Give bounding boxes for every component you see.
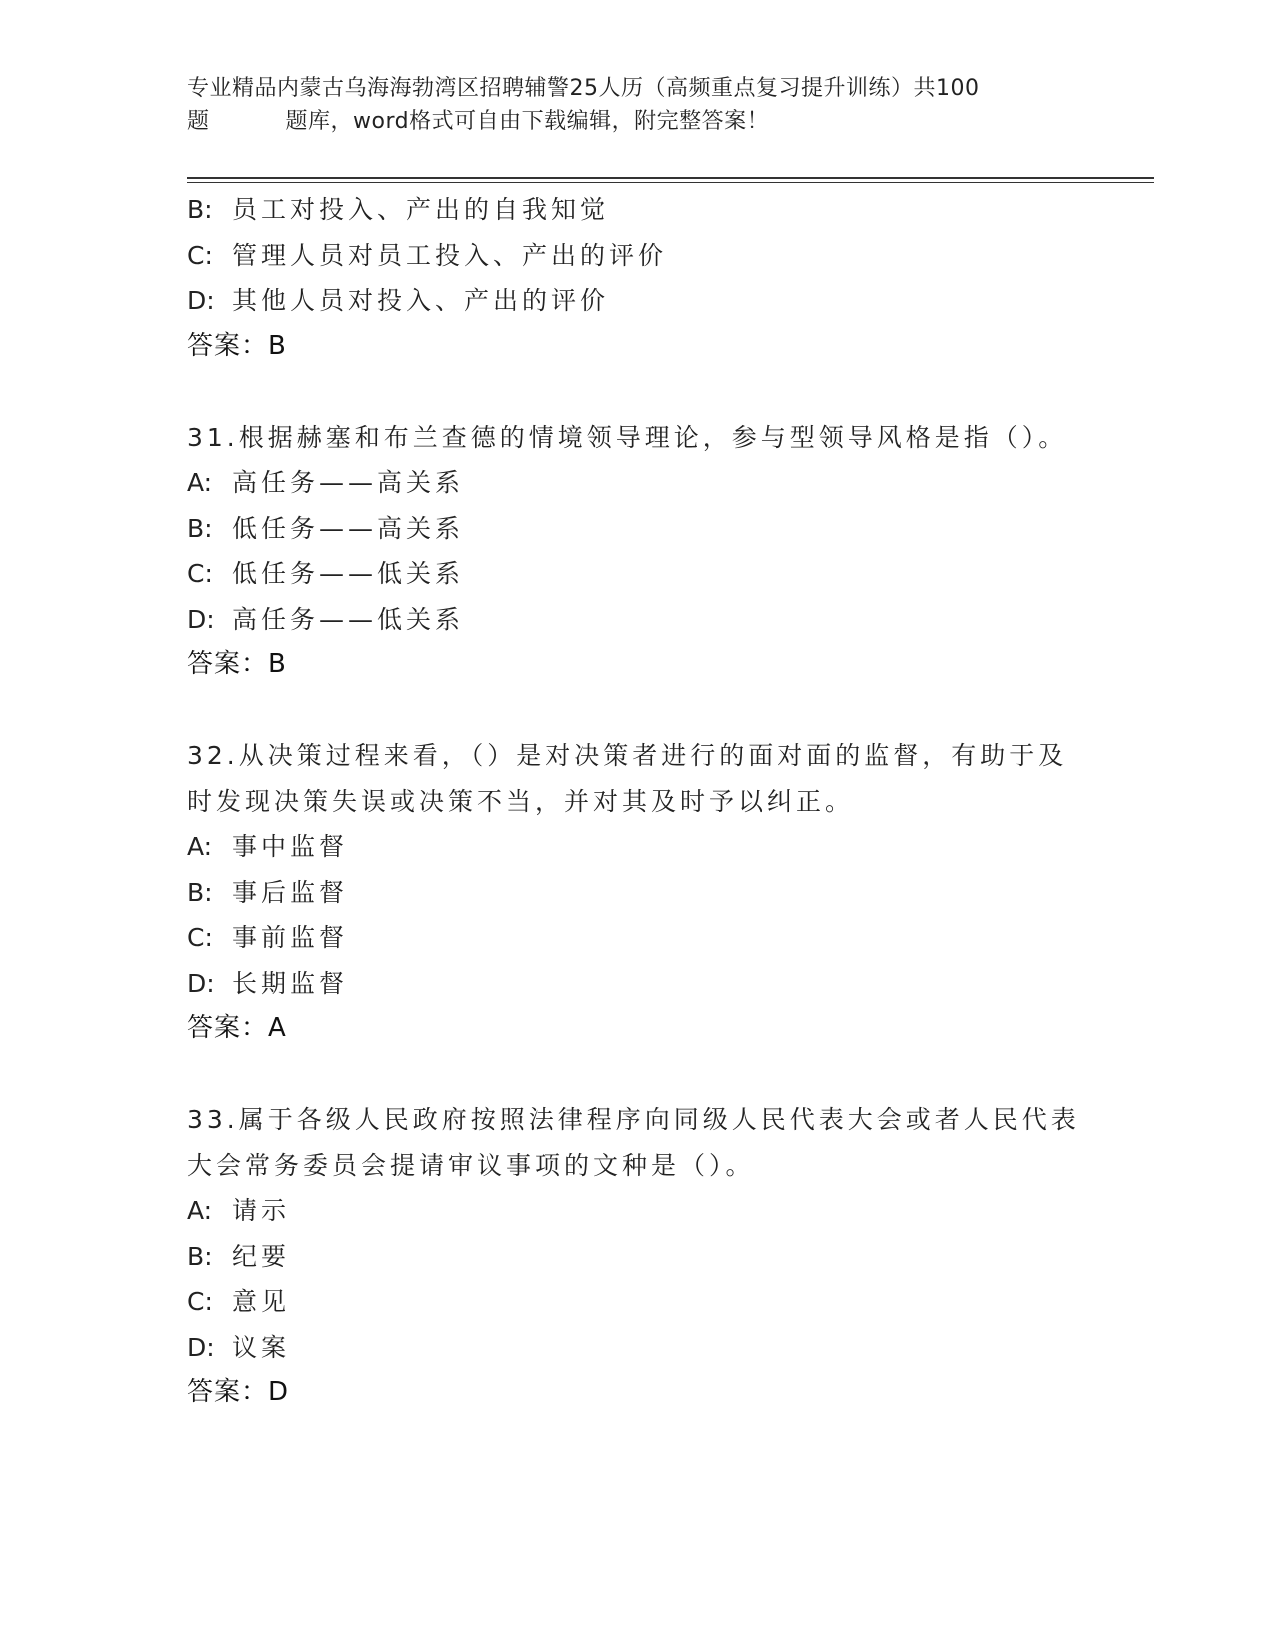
option-key: D: (187, 1332, 215, 1362)
header-title-line-1: 专业精品内蒙古乌海海勃湾区招聘辅警25人历（高频重点复习提升训练）共100 (187, 76, 980, 101)
answer-line: 答案：B (187, 649, 287, 679)
question-31 (187, 415, 1087, 688)
option-text: 管理人员对员工投入、产出的评价 (232, 240, 668, 270)
option-text: 意见 (232, 1287, 291, 1316)
question-text-continued: 大会常务委员会提请审议事项的文种是（）。 (187, 1150, 755, 1180)
question-text: 32.从决策过程来看，（）是对决策者进行的面对面的监督，有助于及 (187, 741, 1068, 770)
question-32 (187, 733, 1087, 1052)
header-title-line-2 (187, 105, 1067, 138)
option-b (187, 506, 1087, 552)
option-key: C: (187, 240, 213, 270)
spacer (187, 688, 1087, 734)
option-c (187, 1279, 1087, 1325)
option-key: D: (187, 286, 215, 315)
option-text: 纪要 (232, 1241, 291, 1271)
option-c (187, 551, 1087, 597)
option-text: 其他人员对投入、产出的评价 (232, 286, 610, 315)
option-d (187, 597, 1087, 643)
option-text: 请示 (232, 1196, 291, 1225)
option-a (187, 1188, 1087, 1234)
question-text: 33.属于各级人民政府按照法律程序向同级人民代表大会或者人民代表 (187, 1105, 1080, 1134)
spacer (187, 369, 1087, 415)
option-a (187, 460, 1087, 506)
header-title-line-2-start: 题 (187, 109, 210, 134)
option-text: 长期监督 (232, 968, 349, 998)
option-b (187, 870, 1087, 916)
option-text: 事前监督 (232, 923, 349, 952)
option-key: A: (187, 832, 213, 861)
header-divider-thick (187, 177, 1154, 179)
page-header (187, 72, 1067, 138)
option-text: 低任务——低关系 (232, 559, 465, 588)
header-divider-thin (187, 182, 1154, 183)
question-text-continued: 时发现决策失误或决策不当，并对其及时予以纠正。 (187, 786, 855, 816)
option-key: D: (187, 968, 215, 998)
answer-line: 答案：A (187, 1013, 287, 1043)
option-text: 事中监督 (232, 832, 349, 861)
question-text: 31.根据赫塞和布兰查德的情境领导理论，参与型领导风格是指（）。 (187, 422, 1068, 452)
option-key: B: (187, 195, 213, 224)
option-key: A: (187, 468, 213, 497)
option-key: D: (187, 604, 215, 634)
option-text: 员工对投入、产出的自我知觉 (232, 195, 610, 224)
question-30-tail (187, 187, 1087, 369)
option-text: 低任务——高关系 (232, 513, 465, 543)
option-d (187, 961, 1087, 1007)
option-key: B: (187, 513, 213, 543)
option-text: 事后监督 (232, 877, 349, 907)
question-list (187, 187, 1087, 1416)
option-key: B: (187, 1241, 213, 1271)
spacer (187, 1052, 1087, 1098)
option-d (187, 1325, 1087, 1371)
option-key: A: (187, 1196, 213, 1225)
option-key: C: (187, 1287, 213, 1316)
option-key: C: (187, 559, 213, 588)
header-title-line-2-rest: 题库，word格式可自由下载编辑，附完整答案！ (285, 109, 770, 134)
option-c (187, 915, 1087, 961)
option-a (187, 824, 1087, 870)
option-b (187, 1234, 1087, 1280)
option-text: 高任务——高关系 (232, 468, 465, 497)
option-text: 高任务——低关系 (232, 604, 465, 634)
answer-line: 答案：D (187, 1377, 290, 1407)
answer-line: 答案：B (187, 330, 287, 361)
option-text: 议案 (232, 1332, 291, 1362)
option-d (187, 278, 1087, 324)
option-b (187, 187, 1087, 233)
option-c (187, 233, 1087, 279)
option-key: B: (187, 877, 213, 907)
option-key: C: (187, 923, 213, 952)
question-33 (187, 1097, 1087, 1416)
